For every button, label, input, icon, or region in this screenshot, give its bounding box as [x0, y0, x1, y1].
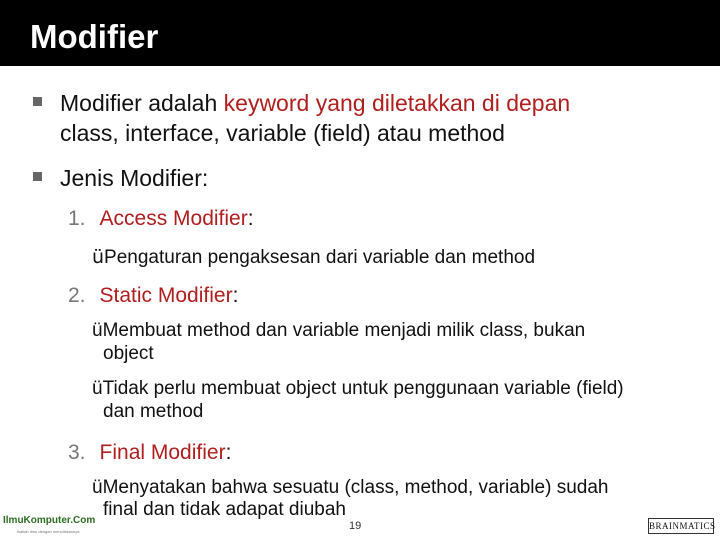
point-text: Membuat method dan variable menjadi milik class, bukan [102, 320, 586, 341]
bullet-1-line-2: class, interface, variable (field) atau method [60, 120, 505, 146]
bullet-1-text: Modifier adalah [60, 90, 224, 116]
modifier-1-name: Access Modifier [99, 207, 248, 230]
modifier-2-number: 2. [68, 284, 86, 307]
point-text: Menyatakan bahwa sesuatu (class, method, variable) sudah [102, 477, 609, 498]
modifier-3-point-1-line-1 [92, 477, 608, 499]
modifier-2-point-2-line-1 [92, 378, 624, 400]
modifier-2-point-1-line-1 [92, 320, 585, 342]
modifier-1-point-1 [92, 246, 535, 269]
modifier-2-name: Static Modifier [99, 284, 233, 307]
check-icon: ü [92, 320, 103, 341]
modifier-2-heading [68, 283, 238, 309]
modifier-2-point-1-line-2: object [103, 343, 154, 364]
square-bullet-icon [33, 172, 42, 181]
ilmukomputer-logo-text: IlmuKomputer.Com [3, 515, 96, 526]
modifier-1-number: 1. [68, 207, 86, 230]
point-text: Tidak perlu membuat object untuk penggunaan variable (field) [102, 378, 624, 399]
modifier-3-point-1-line-2: final dan tidak adapat diubah [103, 499, 346, 520]
bullet-1-line-1 [60, 89, 570, 117]
check-icon: ü [92, 477, 103, 498]
slide-title: Modifier [30, 18, 159, 55]
modifier-1-colon: : [247, 207, 254, 230]
brainmatics-logo: BRAINMATICS [648, 518, 714, 534]
modifier-3-heading [68, 440, 231, 466]
ilmukomputer-logo-tagline: Ikatlah ilmu dengan menuliskannya [17, 529, 80, 534]
modifier-2-point-2-line-2: dan method [103, 401, 204, 422]
bullet-1-keyword-phrase: keyword yang diletakkan di depan [223, 90, 571, 116]
modifier-2-colon: : [232, 284, 239, 307]
check-icon: ü [92, 246, 105, 268]
point-text: Pengaturan pengaksesan dari variable dan method [104, 247, 536, 268]
modifier-1-heading [68, 206, 254, 232]
page-number: 19 [349, 520, 362, 532]
square-bullet-icon [33, 97, 42, 106]
check-icon: ü [92, 378, 103, 399]
modifier-3-number: 3. [68, 441, 86, 464]
modifier-3-colon: : [225, 441, 232, 464]
title-bar [0, 0, 720, 66]
ilmukomputer-logo [3, 512, 96, 540]
bullet-2-text: Jenis Modifier: [60, 165, 209, 191]
modifier-3-name: Final Modifier [99, 441, 226, 464]
